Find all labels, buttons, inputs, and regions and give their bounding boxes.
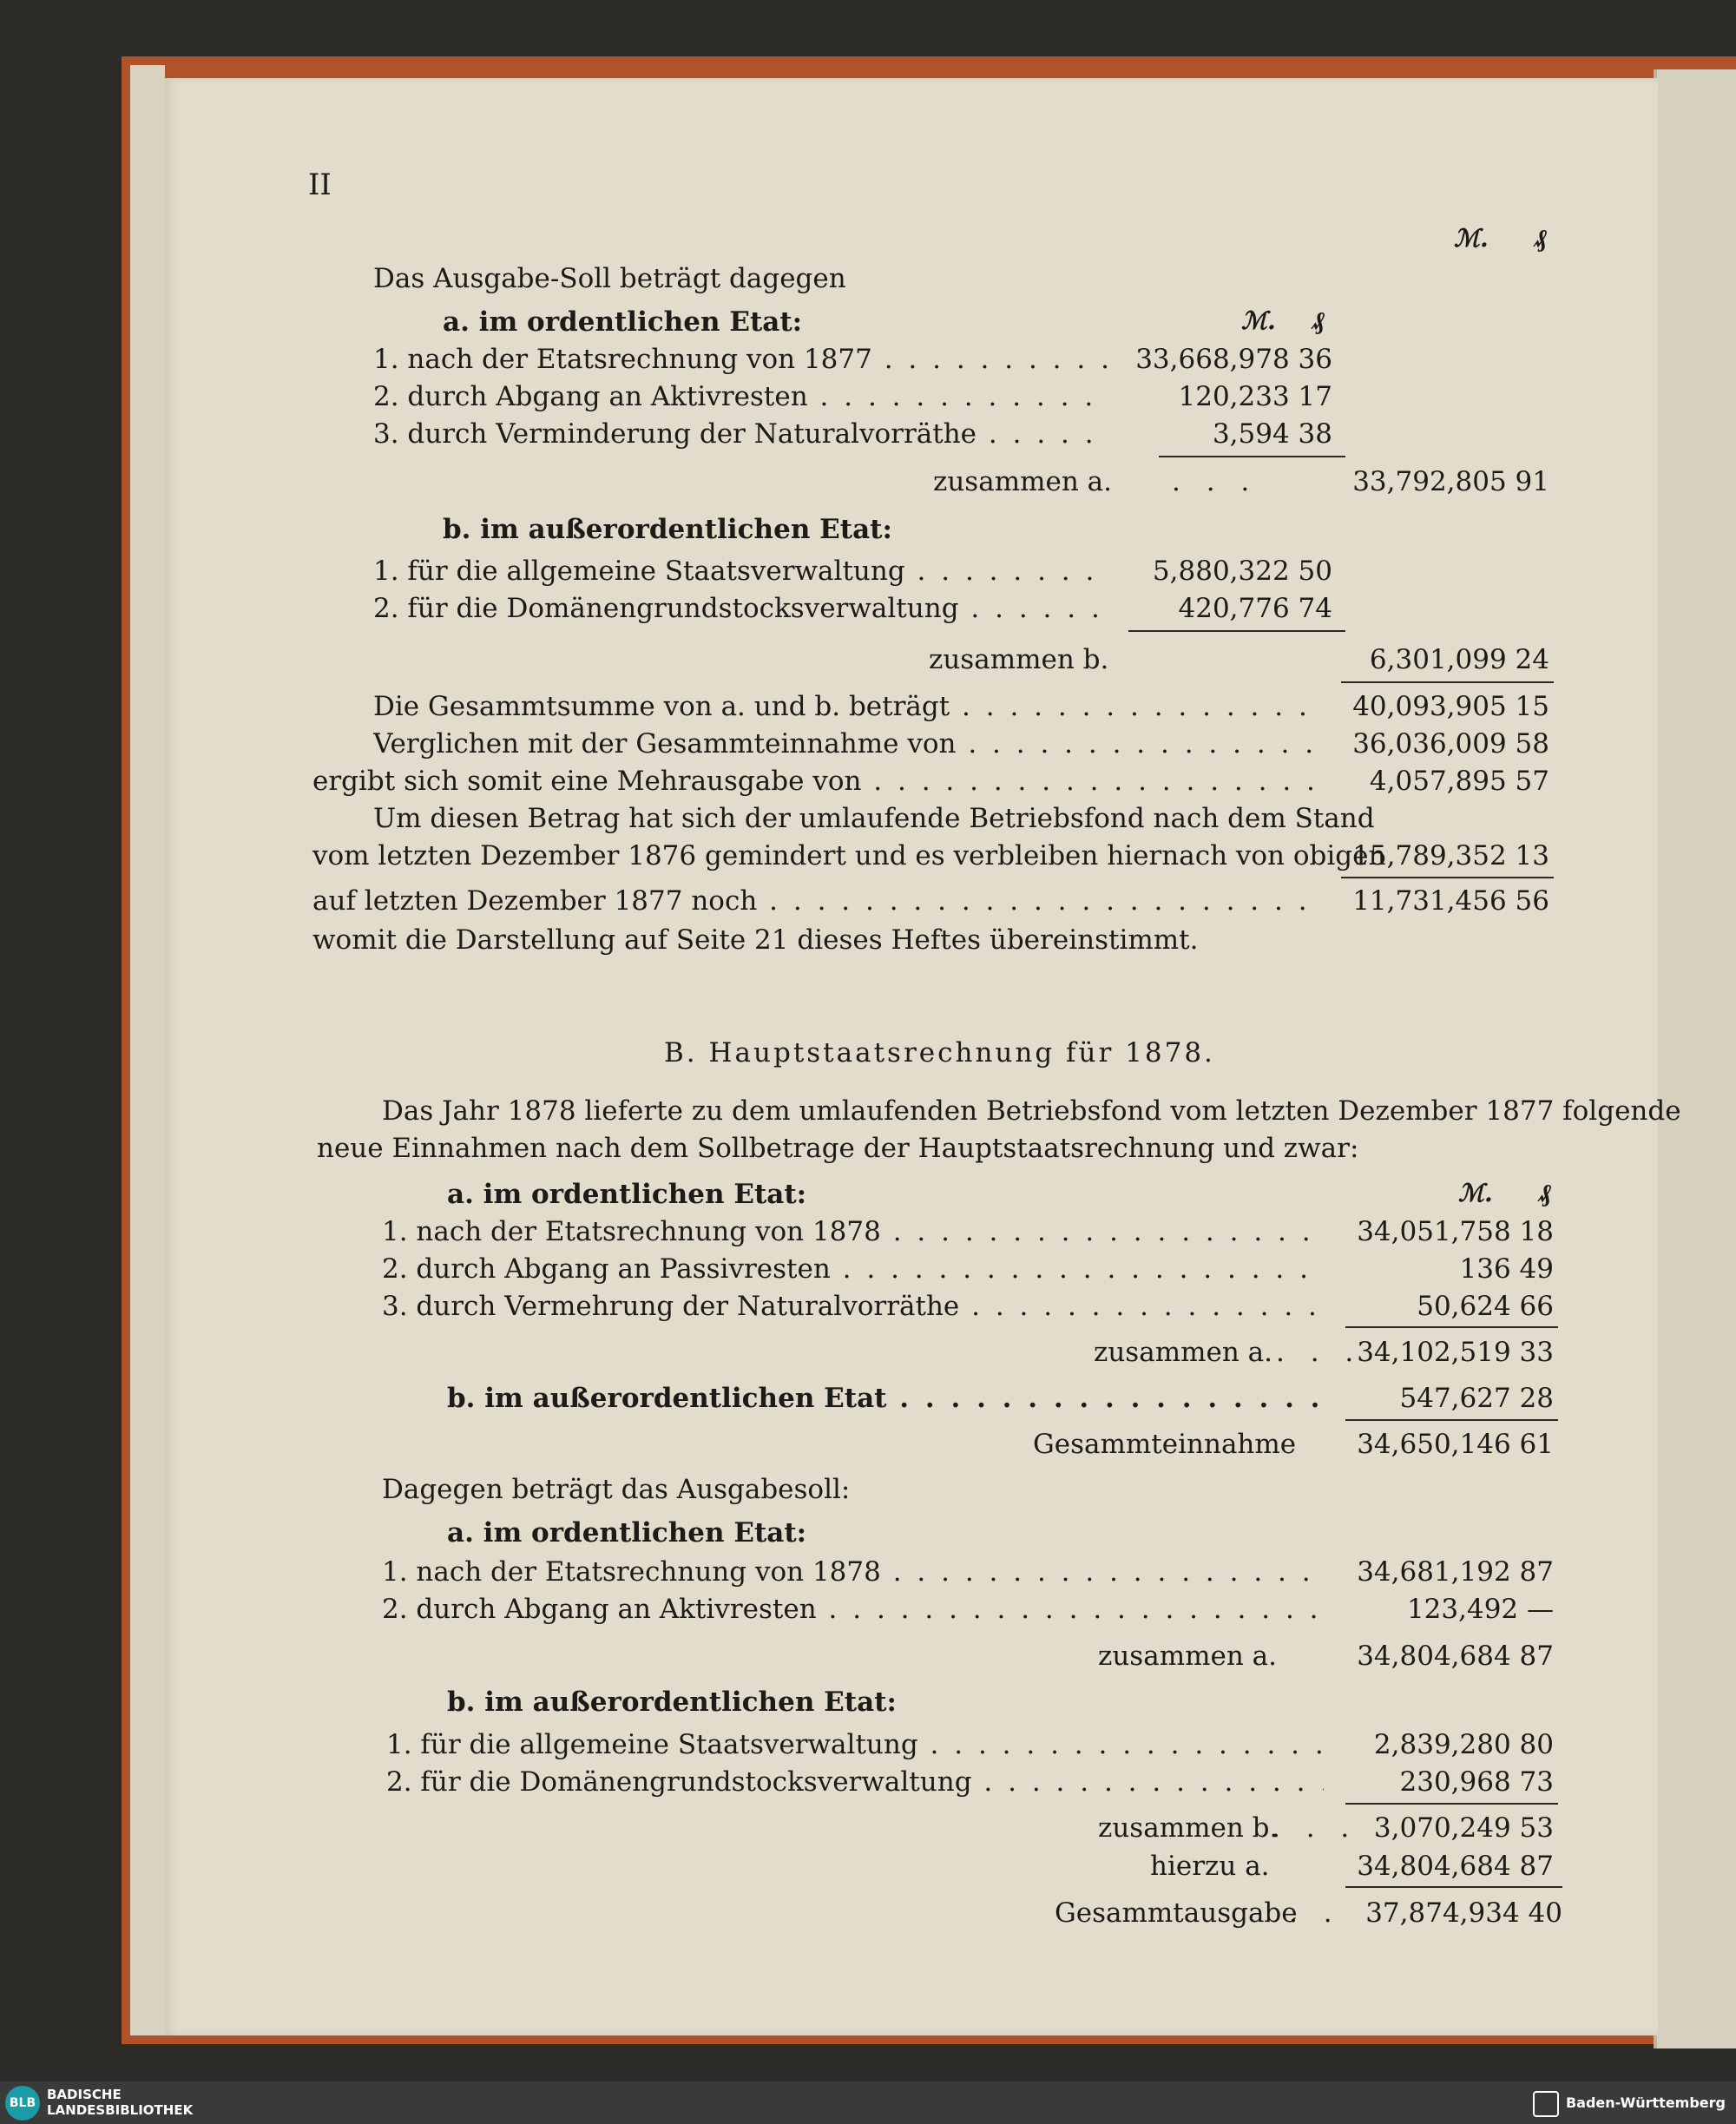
ordentlich-item-3-label: 3. durch Verminderung der Naturalvorräthe . . .	[373, 418, 1111, 450]
ordentlich-item-3-value: 3,594 38	[1212, 418, 1332, 450]
next-page-edge	[1654, 69, 1736, 2048]
letzten-dezember-value: 11,731,456 56	[1352, 885, 1549, 917]
library-name-line1: BADISCHE	[47, 2087, 122, 2102]
hierzu-value: 34,804,684 87	[1357, 1851, 1554, 1882]
einnahmen-item-3-label: 3. durch Vermehrung der Naturalvorräthe . . .	[382, 1291, 1324, 1322]
einnahmen-item-1-label: 1. nach der Etatsrechnung von 1878 . . .	[382, 1216, 1324, 1247]
ausserordentlich-sum-value: 6,301,099 24	[1369, 644, 1549, 675]
ordentlich-item-2-value: 120,233 17	[1178, 381, 1332, 412]
ausgaben-ordentlich-sum-value: 34,804,684 87	[1357, 1641, 1554, 1672]
verglichen-label: Verglichen mit der Gesammteinnahme von . . .	[373, 728, 1315, 760]
ausgaben-ordentlich-item-2-value: 123,492 —	[1406, 1594, 1554, 1625]
ausgaben-ordentlich-heading: a. im ordentlichen Etat:	[447, 1517, 807, 1549]
ordentlich-item-2-label: 2. durch Abgang an Aktivresten . . .	[373, 381, 1111, 412]
einnahmen-total-rule	[1345, 1419, 1558, 1421]
einnahmen-sum-value: 34,102,519 33	[1357, 1337, 1554, 1368]
gesamtsumme-value: 40,093,905 15	[1352, 691, 1549, 722]
gesammtausgabe-value: 37,874,934 40	[1365, 1897, 1562, 1929]
einnahmen-ausser-value: 547,627 28	[1399, 1383, 1554, 1414]
document-page	[165, 78, 1681, 2035]
betriebsfond-text-line1: Um diesen Betrag hat sich der umlaufende Betriebsfond nach dem Stand	[373, 803, 1375, 834]
einnahmen-item-1-value: 34,051,758 18	[1357, 1216, 1554, 1247]
ausgaben-ausser-sum-value: 3,070,249 53	[1373, 1812, 1554, 1844]
library-name-line2: LANDESBIBLIOTHEK	[47, 2102, 194, 2118]
ordentlich-sum-dots: . . .	[1172, 466, 1259, 497]
ausgaben-ausser-item-2-label: 2. für die Domänengrundstocksverwaltung . . .	[386, 1766, 1324, 1798]
obigen-rule	[1341, 877, 1554, 878]
ausserordentlich-total-rule	[1341, 681, 1554, 683]
ausserordentlich-item-2-value: 420,776 74	[1178, 593, 1332, 624]
gesammtausgabe-dots: . .	[1289, 1897, 1341, 1929]
ausserordentlich-item-1-value: 5,880,322 50	[1152, 556, 1332, 587]
ausgaben-ausser-sum-rule	[1345, 1803, 1558, 1805]
ausgaben-ausser-sum-label: zusammen b.	[1098, 1812, 1279, 1844]
ausgaben-ordentlich-sum-label: zusammen a.	[1098, 1641, 1277, 1672]
einnahmen-item-3-value: 50,624 66	[1417, 1291, 1554, 1322]
section-b-intro-line2: neue Einnahmen nach dem Sollbetrage der Hauptstaatsrechnung und zwar:	[317, 1133, 1359, 1164]
verglichen-value: 36,036,009 58	[1352, 728, 1549, 760]
mehrausgabe-label: ergibt sich somit eine Mehrausgabe von . . .	[312, 766, 1315, 797]
section-a-intro: Das Ausgabe-Soll beträgt dagegen	[373, 263, 846, 294]
ausserordentlich-item-1-label: 1. für die allgemeine Staatsverwaltung . . .	[373, 556, 1111, 587]
pf-mark-col1: ₰	[1312, 306, 1325, 335]
pf-mark-col2: ₰	[1539, 1179, 1551, 1207]
currency-mark-col1: ℳ.	[1241, 306, 1276, 335]
ausgaben-ausser-item-1-label: 1. für die allgemeine Staatsverwaltung . . .	[386, 1729, 1324, 1760]
ordentlich-heading: a. im ordentlichen Etat:	[443, 306, 803, 338]
gesammteinnahme-label: Gesammteinnahme	[1033, 1429, 1297, 1460]
page-edge	[130, 65, 165, 2035]
obigen-value: 15,789,352 13	[1352, 840, 1549, 871]
ausserordentlich-sum-label: zusammen b.	[929, 644, 1109, 675]
ausgaben-ordentlich-item-1-value: 34,681,192 87	[1357, 1556, 1554, 1588]
hierzu-label: hierzu a.	[1150, 1851, 1270, 1882]
ausgaben-ausser-item-2-value: 230,968 73	[1399, 1766, 1554, 1798]
blb-logo-icon: BLB	[5, 2086, 40, 2121]
ordentlich-sum-rule	[1159, 456, 1345, 457]
ausgaben-ausser-sum-dots: . . .	[1272, 1812, 1358, 1844]
ausgaben-ordentlich-item-2-label: 2. durch Abgang an Aktivresten . . .	[382, 1594, 1324, 1625]
ausserordentlich-sum-rule	[1128, 630, 1345, 632]
ordentlich-sum-label: zusammen a.	[933, 466, 1112, 497]
pf-mark-header: ₰	[1535, 224, 1547, 253]
currency-mark-header: ℳ.	[1454, 224, 1489, 253]
ausgaben-ausser-heading: b. im außerordentlichen Etat:	[447, 1687, 897, 1718]
ausserordentlich-heading: b. im außerordentlichen Etat:	[443, 514, 892, 545]
gesammtausgabe-label: Gesammtausgabe	[1055, 1897, 1298, 1929]
einnahmen-item-2-value: 136 49	[1459, 1253, 1554, 1285]
ausgaben-ordentlich-item-1-label: 1. nach der Etatsrechnung von 1878 . . .	[382, 1556, 1324, 1588]
einnahmen-sum-label: zusammen a.	[1094, 1337, 1272, 1368]
ordentlich-item-1-value: 33,668,978 36	[1135, 344, 1332, 375]
ausgaben-intro: Dagegen beträgt das Ausgabesoll:	[382, 1474, 851, 1505]
currency-mark-col2: ℳ.	[1458, 1179, 1493, 1207]
einnahmen-ausser-label: b. im außerordentlichen Etat . . .	[447, 1383, 1324, 1414]
closing-statement: womit die Darstellung auf Seite 21 dieses Heftes übereinstimmt.	[312, 924, 1199, 956]
einnahmen-item-2-label: 2. durch Abgang an Passivresten . . .	[382, 1253, 1324, 1285]
viewer-footer-bar	[0, 2081, 1736, 2124]
einnahmen-sum-rule	[1345, 1326, 1558, 1328]
gesammtausgabe-rule	[1345, 1886, 1562, 1888]
einnahmen-sum-dots: . . .	[1276, 1337, 1363, 1368]
section-b-title: B. Hauptstaatsrechnung für 1878.	[664, 1037, 1215, 1069]
section-b-intro-line1: Das Jahr 1878 lieferte zu dem umlaufenden Betriebsfond vom letzten Dezember 1877 folgende	[382, 1095, 1681, 1127]
page-number: II	[308, 168, 332, 202]
state-name: Baden-Württemberg	[1565, 2094, 1726, 2111]
ordentlich-item-1-label: 1. nach der Etatsrechnung von 1877 . . .	[373, 344, 1111, 375]
ausgaben-ausser-item-1-value: 2,839,280 80	[1373, 1729, 1554, 1760]
ausserordentlich-item-2-label: 2. für die Domänengrundstocksverwaltung . . .	[373, 593, 1111, 624]
ordentlich-sum-value: 33,792,805 91	[1352, 466, 1549, 497]
betriebsfond-text-line2: vom letzten Dezember 1876 gemindert und es verbleiben hiernach von obigen	[312, 840, 1386, 871]
einnahmen-heading: a. im ordentlichen Etat:	[447, 1179, 807, 1210]
state-logo	[1533, 2088, 1726, 2118]
letzten-dezember-label: auf letzten Dezember 1877 noch . . .	[312, 885, 1315, 917]
gesammteinnahme-value: 34,650,146 61	[1357, 1429, 1554, 1460]
gesamtsumme-label: Die Gesammtsumme von a. und b. beträgt . . .	[373, 691, 1315, 722]
mehrausgabe-value: 4,057,895 57	[1369, 766, 1549, 797]
state-crest-icon	[1533, 2091, 1559, 2117]
